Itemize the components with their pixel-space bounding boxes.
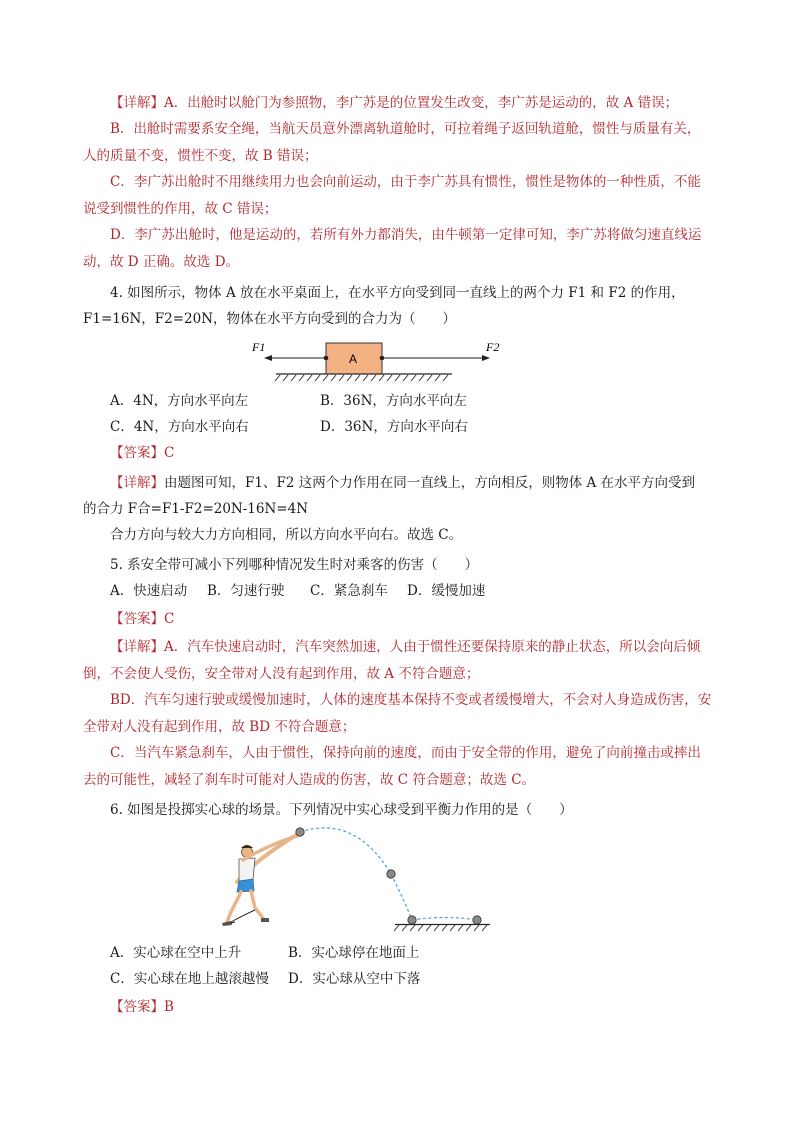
q4-options-row1 [110, 388, 467, 415]
q5-options [110, 578, 485, 605]
ground-hatch [394, 925, 487, 931]
trajectory-fall [391, 874, 412, 920]
q5-option-d[interactable]: D．缓慢加速 [407, 583, 486, 599]
q5-analysis-c: C．当汽车紧急刹车，人由于惯性，保持向前的速度，而由于安全带的作用，避免了向前撞击或摔出去的可能性，减轻了刹车时可能对人造成的伤害，故 C 符合题意；故选 C。 [83, 745, 701, 788]
block-a-label: A [349, 352, 358, 366]
q4-stem-line1: 4. 如图所示，物体 A 放在水平桌面上，在水平方向受到同一直线上的两个力 F1 和 F2 的作用， [110, 285, 685, 301]
q5-analysis-a: 【详解】A．汽车快速启动时，汽车突然加速，人由于惯性还要保持原来的静止状态，所以会向后倾倒，不会使人受伤，安全带对人没有起到作用，故 A 不符合题意； [83, 639, 701, 682]
q5-stem: 5. 系安全带可减小下列哪种情况发生时对乘客的伤害（ ） [110, 557, 479, 573]
f1-point [324, 356, 329, 361]
q6-throw-figure [215, 822, 500, 934]
q4-option-a[interactable]: A．4N，方向水平向左 [110, 393, 249, 409]
q6-options-row2 [110, 966, 420, 993]
thrower-figure [222, 834, 298, 926]
q4-options-row2 [110, 414, 468, 441]
ball-falling [387, 870, 395, 878]
q6-options-row1 [110, 940, 419, 967]
ball-stopped [473, 916, 481, 924]
q5-analysis-bd: BD．汽车匀速行驶或缓慢加速时，人体的速度基本保持不变或者缓慢增大，不会对人身造成伤害，安全带对人没有起到作用，故 BD 不符合题意； [83, 692, 712, 735]
trajectory-roll [412, 918, 477, 921]
q4-option-c[interactable]: C．4N，方向水平向右 [110, 419, 249, 435]
q6-option-b[interactable]: B．实心球停在地面上 [288, 945, 420, 961]
q3-analysis-d: D．李广苏出舱时，他是运动的，若所有外力都消失，由牛顿第一定律可知，李广苏将做匀速直线运动，故 D 正确。故选 D。 [83, 227, 702, 270]
q5-option-a[interactable]: A．快速启动 [110, 583, 188, 599]
q5-option-b[interactable]: B．匀速行驶 [207, 583, 285, 599]
f2-label: F2 [486, 340, 500, 354]
q6-stem: 6. 如图是投掷实心球的场景。下列情况中实心球受到平衡力作用的是（ ） [110, 802, 573, 818]
q4-analysis-line3: 合力方向与较大力方向相同，所以方向水平向右。故选 C。 [110, 527, 463, 543]
q4-stem-line2: F1=16N，F2=20N，物体在水平方向受到的合力为（ ） [83, 311, 457, 327]
table-hatch [275, 375, 448, 381]
q6-option-c[interactable]: C．实心球在地上越滚越慢 [110, 971, 269, 987]
q3-analysis-c: C．李广苏出舱时不用继续用力也会向前运动，由于李广苏具有惯性，惯性是物体的一种性质，不能说受到惯性的作用，故 C 错误； [83, 174, 701, 217]
f2-point [380, 356, 385, 361]
q5-option-c[interactable]: C．紧急刹车 [310, 583, 388, 599]
q4-option-b[interactable]: B．36N，方向水平向左 [320, 393, 467, 409]
ball-landing [408, 916, 416, 924]
q5-answer: 【答案】C [110, 611, 175, 627]
q6-option-d[interactable]: D．实心球从空中下落 [288, 971, 421, 987]
ball-released [296, 828, 304, 836]
trajectory-upper [300, 828, 391, 874]
f1-arrow-head [264, 355, 272, 361]
q3-analysis-b: B．出舱时需要系安全绳，当航天员意外漂离轨道舱时，可拉着绳子返回轨道舱，惯性与质量有关，人的质量不变，惯性不变，故 B 错误； [83, 121, 701, 164]
f2-arrow-head [482, 355, 490, 361]
q4-analysis-line1: 【详解】由题图可知，F1、F2 这两个力作用在同一直线上，方向相反，则物体 A 在水平方向受到 [110, 475, 696, 491]
q4-force-figure [250, 338, 510, 382]
q6-answer: 【答案】B [110, 999, 174, 1015]
q3-analysis-a: 【详解】A．出舱时以舱门为参照物，李广苏是的位置发生改变，李广苏是运动的，故 A 错误； [110, 95, 679, 111]
q4-option-d[interactable]: D．36N，方向水平向右 [320, 419, 468, 435]
q4-analysis-line2: 的合力 F合=F1-F2=20N-16N=4N [83, 501, 309, 517]
q4-answer: 【答案】C [110, 445, 175, 461]
f1-label: F1 [252, 340, 266, 354]
q6-option-a[interactable]: A．实心球在空中上升 [110, 945, 242, 961]
